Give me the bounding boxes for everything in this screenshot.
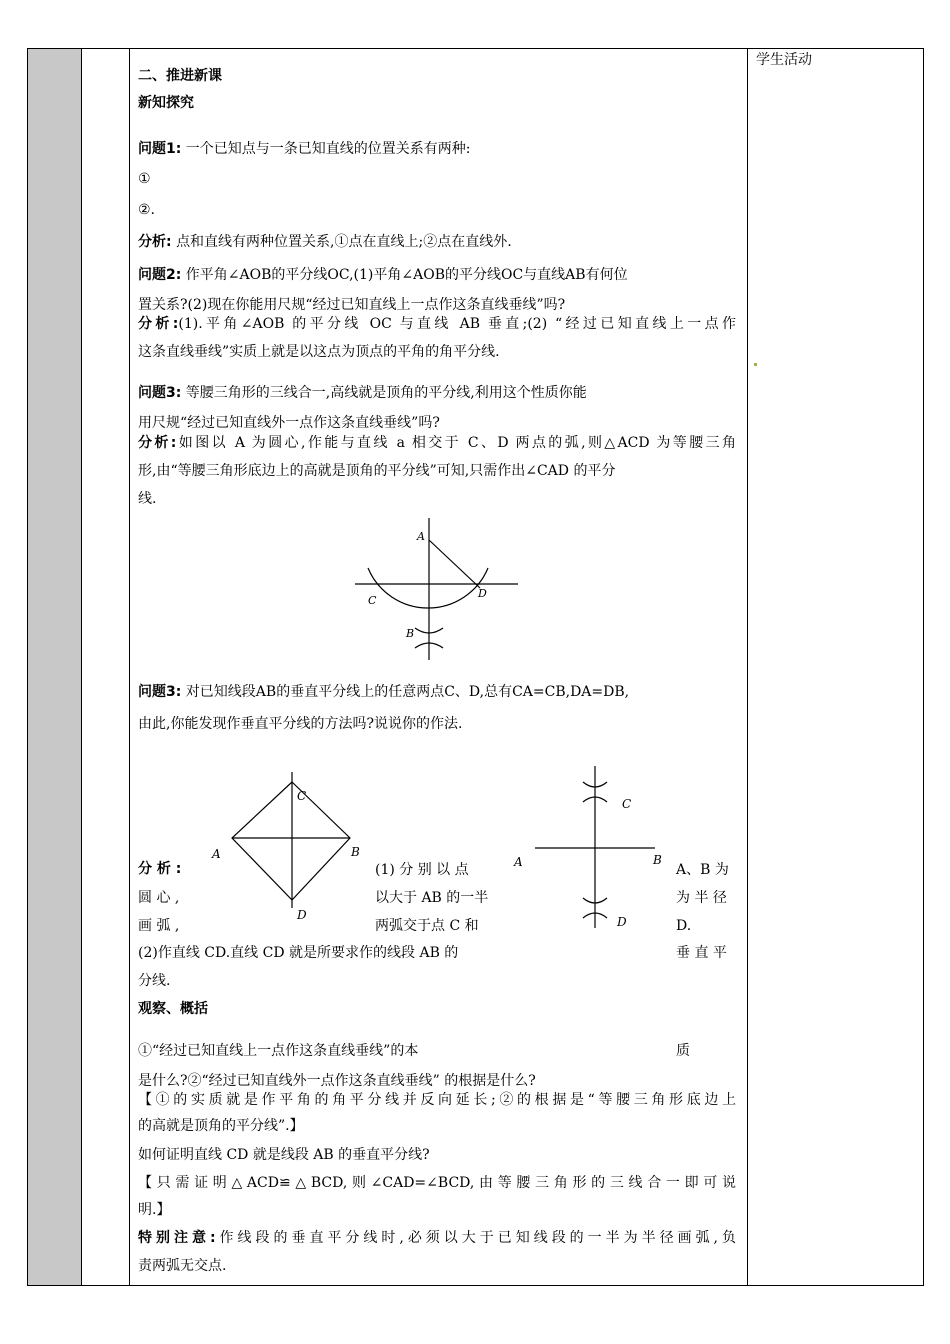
segment-ad [429, 540, 480, 588]
student-activity-label: 学生活动 [756, 52, 812, 68]
analysis-4-label: 分 析 : [138, 861, 182, 877]
question-3-text-1: 等腰三角形的三线合一,高线就是顶角的平分线,利用这个性质你能 [185, 385, 587, 401]
observe-line-2: 是什么?②“经过已知直线外一点作这条直线垂线” 的根据是什么? [138, 1073, 536, 1089]
question-4-text-1: 对已知线段AB的垂直平分线上的任意两点C、D,总有CA=CB,DA=DB, [185, 684, 630, 700]
analysis-4-line-4: (2)作直线 CD.直线 CD 就是所要求作的线段 AB 的 [138, 945, 459, 961]
analysis-4-left-2: 圆 心 , [138, 890, 180, 906]
label-c: C [297, 789, 307, 803]
analysis-3-line-1 [138, 433, 736, 453]
analysis-2-line-2: 这条直线垂线”实质上就是以这点为顶点的平角的角平分线. [138, 344, 500, 360]
analysis-4-right-4: 垂 直 平 [676, 945, 727, 961]
analysis-4-right-1: A、B 为 [676, 862, 729, 878]
question-1 [138, 139, 471, 159]
note-label: 特别注意: [138, 1230, 216, 1246]
analysis-3-text-1: 如图以 A 为圆心,作能与直线 a 相交于 C、D 两点的弧,则△ACD 为等腰三角 [176, 435, 736, 451]
question-2-text-1: 作平角∠AOB的平分线OC,(1)平角∠AOB的平分线OC与直线AB有何位 [185, 267, 628, 283]
analysis-4-mid-3: 两弧交于点 C 和 [375, 918, 479, 934]
analysis-3-line-2: 形,由“等腰三角形底边上的高就是顶角的平分线”可知,只需作出∠CAD 的平分 [138, 463, 616, 479]
observe-answer-1: 【①的实质就是作平角的角平分线并反向延长;②的根据是“等腰三角形底边上 [138, 1092, 736, 1108]
question-4-label: 问题3: [138, 684, 182, 700]
section-title: 二、推进新课 [138, 68, 222, 84]
question-1-text: 一个已知点与一条已知直线的位置关系有两种: [185, 141, 471, 157]
label-d: D [617, 915, 627, 929]
question-2-line-1 [138, 265, 628, 285]
analysis-1-label: 分析: [138, 234, 172, 250]
label-c: C [368, 594, 377, 607]
section-subtitle: 新知探究 [138, 95, 194, 111]
question-1-item-2: ②. [138, 202, 156, 218]
column-divider [747, 49, 748, 1285]
observe-answer-4: 明.】 [138, 1202, 171, 1218]
figure-rhombus [200, 770, 370, 930]
analysis-4-right-3: D. [676, 918, 692, 934]
note-line-2: 责两弧无交点. [138, 1258, 227, 1274]
analysis-4-mid-2: 以大于 AB 的一半 [375, 890, 489, 906]
margin-column-gray [28, 49, 82, 1285]
label-b: B [406, 627, 415, 640]
figure-perpendicular-bisector [505, 760, 680, 935]
observe-line-1: ①“经过已知直线上一点作这条直线垂线”的本 [138, 1043, 419, 1059]
analysis-4-right-2: 为 半 径 [676, 890, 727, 906]
label-b: B [653, 853, 662, 867]
analysis-4-line-5: 分线. [138, 973, 171, 989]
question-3-line-1 [138, 383, 587, 403]
analysis-3-line-3: 线. [138, 491, 157, 507]
observe-line-1-end: 质 [676, 1043, 690, 1059]
question-3-label: 问题3: [138, 385, 182, 401]
question-4-line-1 [138, 682, 629, 702]
question-1-label: 问题1: [138, 141, 182, 157]
question-2-label: 问题2: [138, 267, 182, 283]
label-d: D [478, 587, 487, 600]
analysis-1 [138, 232, 512, 252]
figure-perpendicular-through-point [340, 510, 540, 670]
arc-cd [368, 568, 488, 608]
analysis-4-mid-1: (1) 分 别 以 点 [375, 862, 469, 878]
question-3-line-2: 用尺规“经过已知直线外一点作这条直线垂线”吗? [138, 415, 440, 431]
observe-question: 如何证明直线 CD 就是线段 AB 的垂直平分线? [138, 1147, 430, 1163]
label-c: C [622, 797, 632, 811]
note-text-1: 作线段的垂直平分线时,必须以大于已知线段的一半为半径画弧,负 [215, 1230, 736, 1246]
analysis-4-left-3: 画 弧 , [138, 918, 180, 934]
label-a: A [212, 847, 221, 861]
observe-answer-3: 【只需证明△ACD≌△BCD,则∠CAD=∠BCD,由等腰三角形的三线合一即可说 [138, 1175, 736, 1191]
observe-answer-2: 的高就是顶角的平分线”.】 [138, 1118, 304, 1134]
label-a: A [417, 530, 425, 543]
analysis-2-line-1 [138, 314, 736, 334]
question-1-item-1: ① [138, 171, 151, 187]
decorative-dot [754, 363, 757, 366]
analysis-3-label: 分析: [138, 435, 177, 451]
question-4-line-2: 由此,你能发现作垂直平分线的方法吗?说说你的作法. [138, 716, 463, 732]
label-b: B [351, 845, 360, 859]
label-d: D [297, 908, 307, 922]
margin-column-narrow [82, 49, 130, 1285]
analysis-2-text-1: (1).平角∠AOB 的平分线 OC 与直线 AB 垂直;(2) “经过已知直线上一点作 [178, 316, 736, 332]
question-2-line-2: 置关系?(2)现在你能用尺规“经过已知直线上一点作这条直线垂线”吗? [138, 297, 566, 313]
analysis-2-label: 分析: [138, 316, 179, 332]
observe-title: 观察、概括 [138, 1001, 208, 1017]
label-a: A [514, 855, 523, 869]
note-line-1 [138, 1228, 736, 1248]
rhombus-acbd [232, 782, 350, 900]
analysis-1-text: 点和直线有两种位置关系,①点在直线上;②点在直线外. [176, 234, 512, 250]
